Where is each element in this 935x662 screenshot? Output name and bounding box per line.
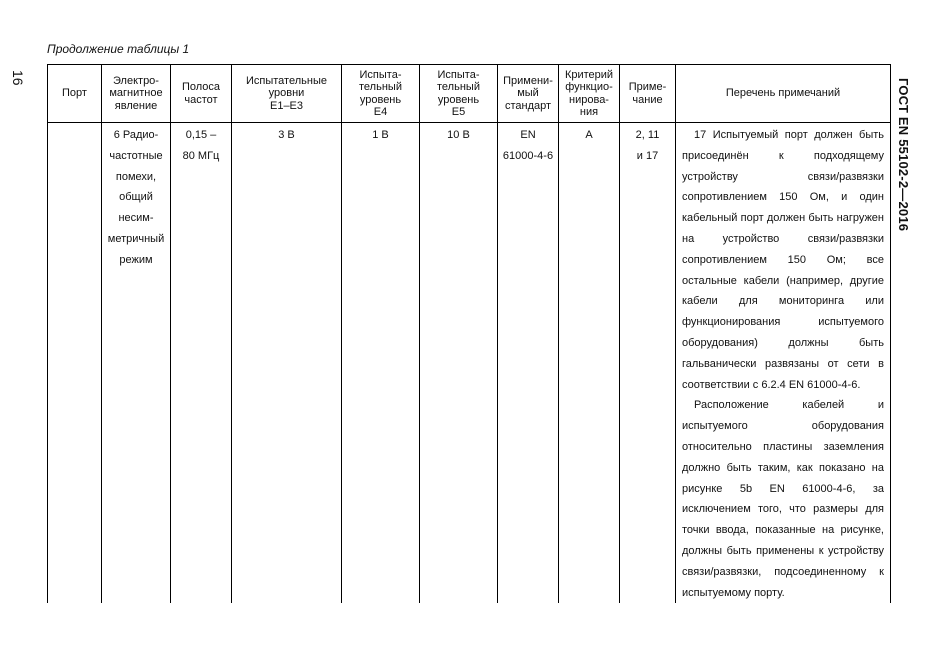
header-row bbox=[48, 65, 891, 123]
cell-standard: EN 61000-4-6 bbox=[498, 123, 559, 604]
header-note: Приме- чание bbox=[620, 65, 676, 123]
cell-port bbox=[48, 123, 102, 604]
emc-requirements-table bbox=[47, 64, 891, 603]
header-criterion: Критерий функцио- нирова- ния bbox=[559, 65, 620, 123]
cell-criterion: А bbox=[559, 123, 620, 604]
cell-phenomenon: 6 Радио- частотные помехи, общий несим- метричный режим bbox=[102, 123, 171, 604]
note-17-paragraph: 17 Испытуемый порт должен быть присоединён к подходящему устройству связи/развязки сопротивлением 150 Ом, и один кабельный порт должен быть нагружен на устройство связи/развязки сопротивлением 150 Ом; все остальные кабели (например, другие кабели для мониторинга или функционирования испытуемого оборудования) должны быть гальванически развязаны от сети в соответствии с 6.2.4 EN 61000-4-6. bbox=[682, 129, 884, 391]
page-number: 16 bbox=[10, 70, 26, 86]
header-level-e5: Испыта- тельный уровень Е5 bbox=[420, 65, 498, 123]
note-17-paragraph-2: Расположение кабелей и испытуемого оборудования относительно пластины заземления должно быть таким, как показано на рисунке 5b EN 61000-4-6, за исключением того, что размеры для точки ввода, показанные на рисунке, должны быть применены к устройству связи/развязки, подсоединенному к испытуемому порту. bbox=[682, 399, 884, 599]
cell-level-e4: 1 В bbox=[342, 123, 420, 604]
standard-id: ГОСТ EN 55102-2—2016 bbox=[896, 78, 911, 232]
header-phenomenon: Электро- магнитное явление bbox=[102, 65, 171, 123]
header-standard: Примени- мый стандарт bbox=[498, 65, 559, 123]
header-level-e4: Испыта- тельный уровень Е4 bbox=[342, 65, 420, 123]
cell-notes-list bbox=[676, 123, 891, 604]
cell-levels-e1-e3: 3 В bbox=[232, 123, 342, 604]
header-band: Полоса частот bbox=[171, 65, 232, 123]
header-notes-list: Перечень примечаний bbox=[676, 65, 891, 123]
header-port: Порт bbox=[48, 65, 102, 123]
header-levels-e1-e3: Испытательные уровни Е1–Е3 bbox=[232, 65, 342, 123]
cell-note: 2, 11 и 17 bbox=[620, 123, 676, 604]
table-caption: Продолжение таблицы 1 bbox=[47, 42, 190, 56]
cell-band: 0,15 – 80 МГц bbox=[171, 123, 232, 604]
table-row bbox=[48, 123, 891, 604]
cell-level-e5: 10 В bbox=[420, 123, 498, 604]
